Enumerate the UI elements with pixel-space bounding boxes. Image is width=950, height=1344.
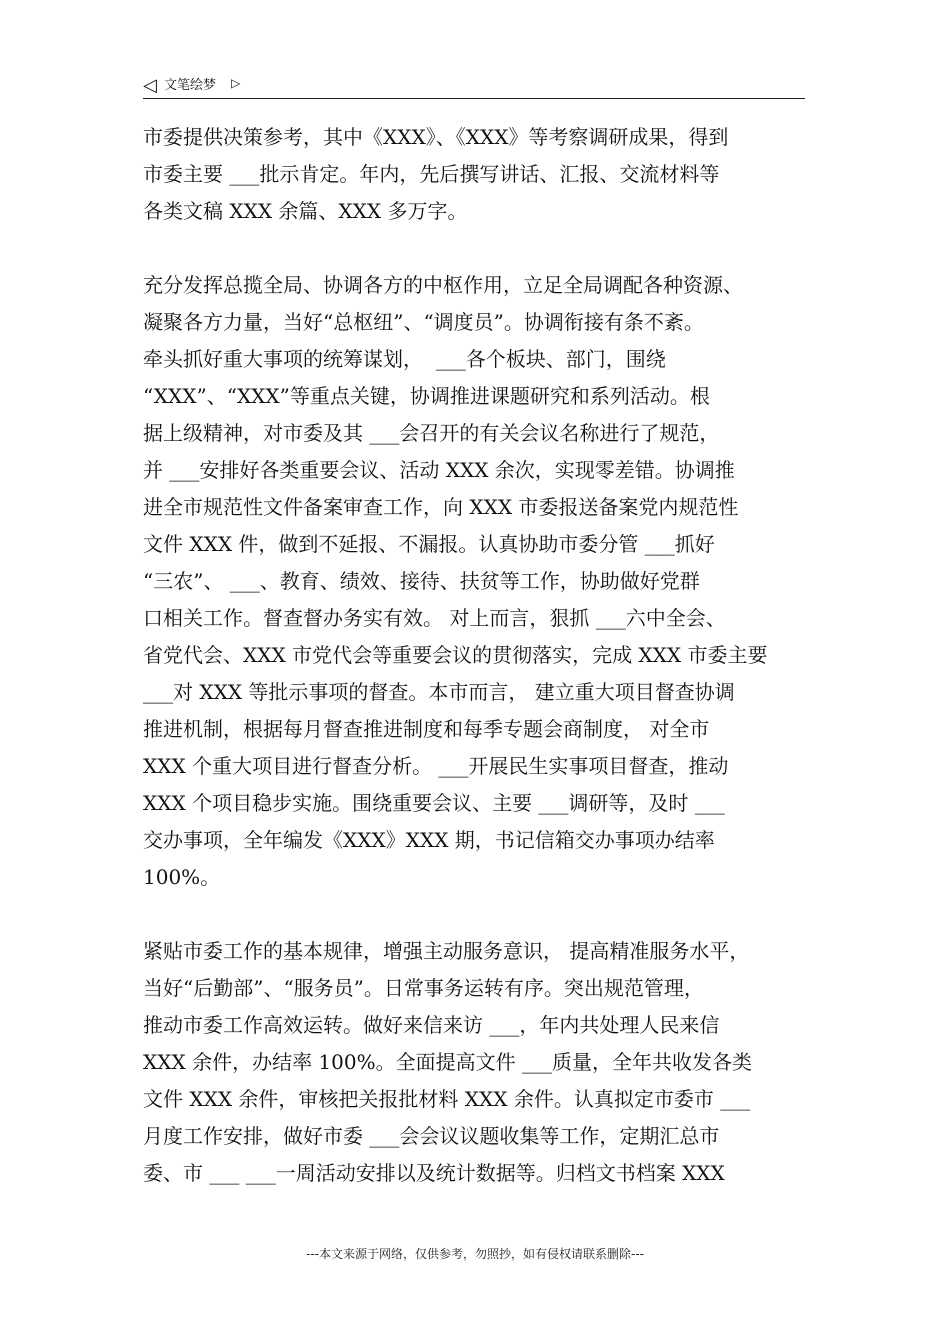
text-line: 当好“后勤部”、“服务员”。日常事务运转有序。突出规范管理， — [143, 976, 704, 1000]
text-line: “XXX”、“XXX”等重点关键，协调推进课题研究和系列活动。根 — [143, 384, 710, 408]
paragraph-gap — [143, 896, 823, 933]
text-line: 并 ___安排好各类重要会议、活动 XXX 余次，实现零差错。协调推 — [143, 458, 735, 482]
text-line: 牵头抓好重大事项的统筹谋划， ___各个板块、部门，围绕 — [143, 347, 666, 371]
text-line: 市委提供决策参考，其中《XXX》、《XXX》等考察调研成果，得到 — [143, 125, 729, 149]
text-line: 凝聚各方力量，当好“总枢纽”、“调度员”。协调衔接有条不紊。 — [143, 310, 704, 334]
text-line: “三农”、 ___、教育、绩效、接待、扶贫等工作，协助做好党群 — [143, 569, 700, 593]
page-header — [143, 74, 805, 99]
text-line: 市委主要 ___批示肯定。年内，先后撰写讲话、汇报、交流材料等 — [143, 162, 720, 186]
paragraph — [143, 267, 823, 896]
text-line: 委、市 ___ ___一周活动安排以及统计数据等。归档文书档案 XXX — [143, 1161, 725, 1185]
paragraph — [143, 119, 823, 230]
paragraph-gap — [143, 230, 823, 267]
text-line: XXX 余件，办结率 100%。全面提高文件 ___质量，全年共收发各类 — [143, 1050, 752, 1074]
triangle-right-icon: ▷ — [231, 76, 241, 90]
triangle-left-icon: ◁ — [143, 75, 157, 96]
text-line: 紧贴市委工作的基本规律，增强主动服务意识， 提高精准服务水平， — [143, 939, 750, 963]
text-line: 口相关工作。督查督办务实有效。 对上而言，狠抓 ___六中全会、 — [143, 606, 726, 630]
text-line: 推动市委工作高效运转。做好来信来访 ___，年内共处理人民来信 — [143, 1013, 720, 1037]
text-line: 推进机制，根据每月督查推进制度和每季专题会商制度， 对全市 — [143, 717, 710, 741]
text-line: 交办事项，全年编发《XXX》XXX 期，书记信箱交办事项办结率 — [143, 828, 715, 852]
text-line: XXX 个重大项目进行督查分析。 ___开展民生实事项目督查，推动 — [143, 754, 729, 778]
document-body — [143, 119, 823, 1192]
text-line: 省党代会、XXX 市党代会等重要会议的贯彻落实，完成 XXX 市委主要 — [143, 643, 768, 667]
text-line: 100%。 — [143, 865, 221, 889]
text-line: 充分发挥总揽全局、协调各方的中枢作用，立足全局调配各种资源、 — [143, 273, 743, 297]
text-line: 据上级精神，对市委及其 ___会召开的有关会议名称进行了规范， — [143, 421, 720, 445]
text-line: 进全市规范性文件备案审查工作，向 XXX 市委报送备案党内规范性 — [143, 495, 739, 519]
header-brand: 文笔绘梦 — [164, 78, 217, 93]
page-footer: ---本文来源于网络，仅供参考，勿照抄，如有侵权请联系删除--- — [306, 1247, 644, 1261]
text-line: ___对 XXX 等批示事项的督查。本市而言， 建立重大项目督查协调 — [143, 680, 735, 704]
text-line: 文件 XXX 件，做到不延报、不漏报。认真协助市委分管 ___抓好 — [143, 532, 715, 556]
text-line: XXX 个项目稳步实施。围绕重要会议、主要 ___调研等，及时 ___ — [143, 791, 725, 815]
text-line: 各类文稿 XXX 余篇、XXX 多万字。 — [143, 199, 468, 223]
text-line: 月度工作安排，做好市委 ___会会议议题收集等工作，定期汇总市 — [143, 1124, 720, 1148]
text-line: 文件 XXX 余件，审核把关报批材料 XXX 余件。认真拟定市委市 ___ — [143, 1087, 751, 1111]
paragraph — [143, 933, 823, 1192]
